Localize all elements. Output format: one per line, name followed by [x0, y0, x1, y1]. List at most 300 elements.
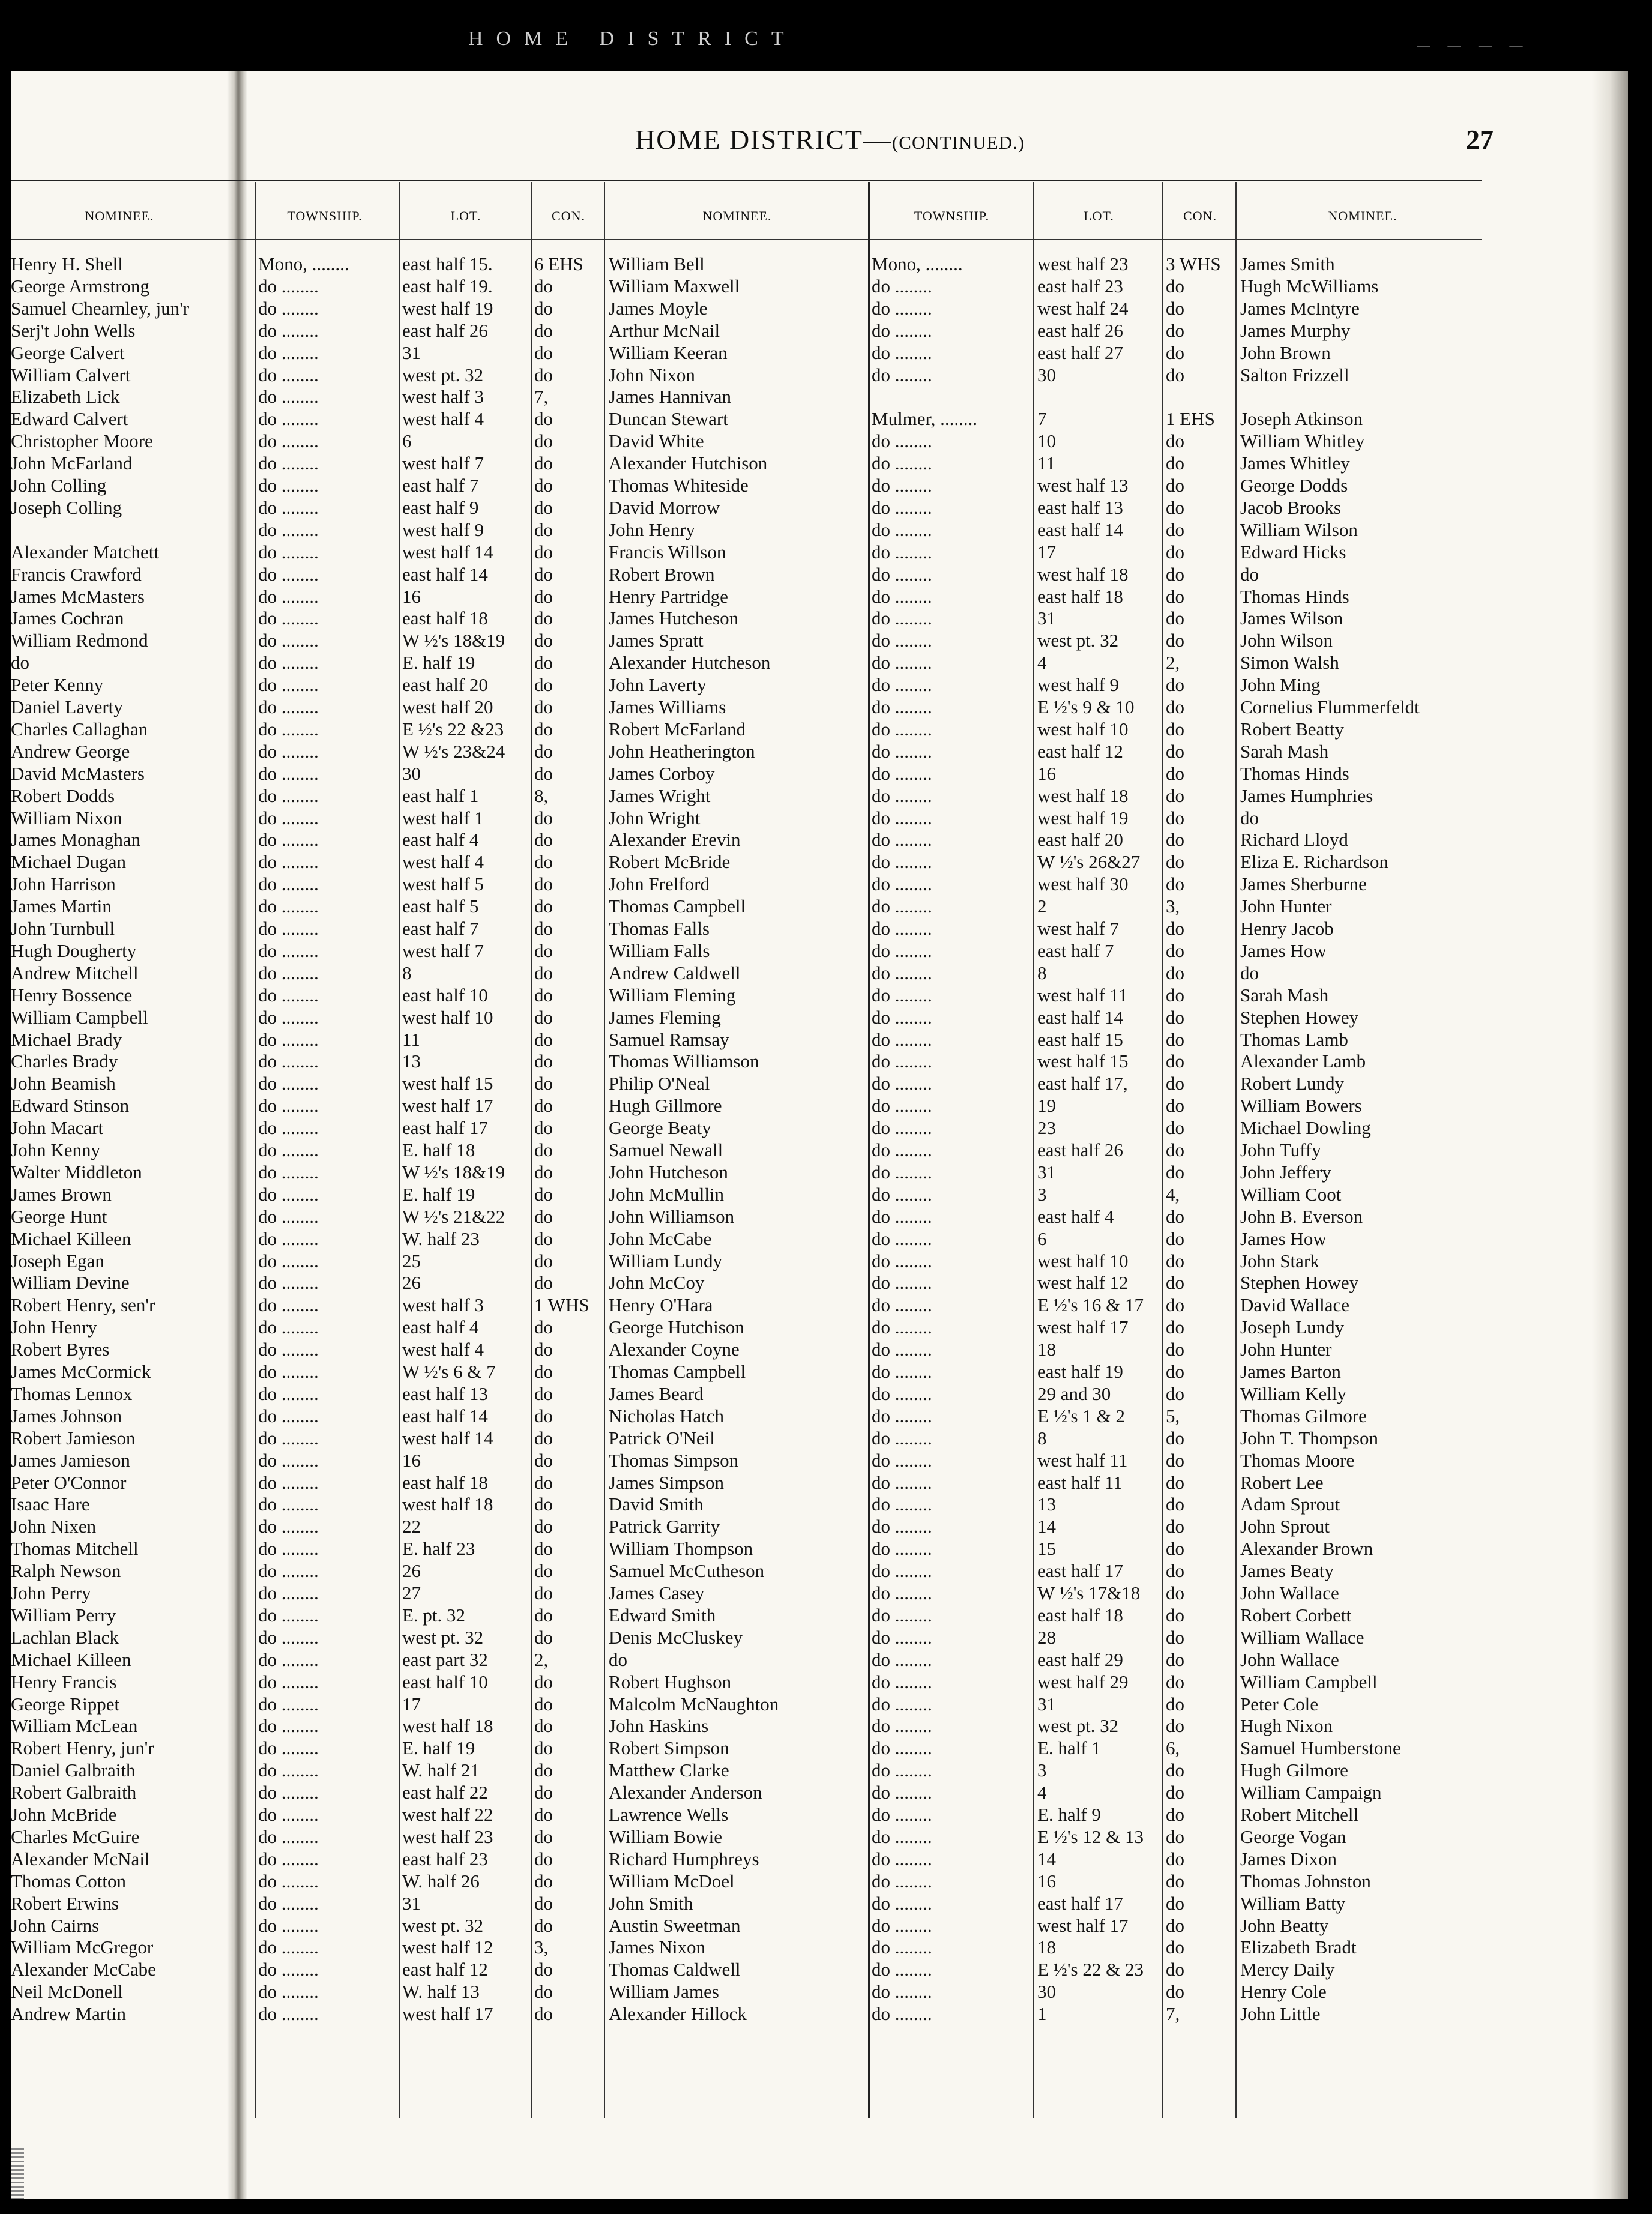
lot-cell: east half 17: [1037, 1892, 1123, 1914]
lot-cell: E. half 9: [1037, 1804, 1101, 1825]
con-cell: do: [534, 1228, 553, 1249]
township-cell: do ........: [872, 696, 932, 717]
nominee-cell: Robert Hughson: [609, 1671, 732, 1692]
con-cell: do: [534, 1006, 553, 1028]
township-cell: do ........: [872, 1914, 932, 1936]
nominee-cell: David Smith: [609, 1494, 704, 1515]
lot-cell: 31: [402, 342, 421, 363]
township-cell: do ........: [258, 1361, 319, 1382]
township-cell: do ........: [872, 918, 932, 939]
lot-cell: west half 24: [1037, 297, 1129, 319]
con-cell: do: [1166, 918, 1184, 939]
nominee-cell: Alexander Brown: [1240, 1538, 1373, 1560]
con-cell: do: [534, 740, 553, 762]
table-row: [11, 541, 1452, 563]
table-row: [11, 1007, 1452, 1028]
con-cell: do: [534, 1715, 553, 1737]
township-cell: do ........: [872, 496, 932, 518]
con-cell: do: [1166, 1272, 1184, 1294]
nominee-cell: William Wilson: [1240, 519, 1358, 540]
township-cell: do ........: [872, 1317, 932, 1338]
nominee-cell: Arthur McNail: [609, 319, 720, 341]
table-row: [11, 1339, 1452, 1360]
township-cell: do ........: [872, 275, 932, 297]
lot-cell: east half 14: [1037, 519, 1123, 540]
con-cell: do: [1166, 984, 1184, 1006]
lot-cell: 28: [1037, 1626, 1056, 1648]
table-row: [11, 1782, 1452, 1803]
lot-cell: east half 12: [1037, 740, 1123, 762]
township-cell: do ........: [258, 1914, 319, 1936]
con-cell: do: [534, 1317, 553, 1338]
table-row: [11, 763, 1452, 785]
nominee-cell: James Nixon: [609, 1937, 706, 1958]
nominee-cell: James Fleming: [609, 1006, 721, 1028]
con-cell: do: [534, 1760, 553, 1781]
lot-cell: W ½'s 6 & 7: [402, 1361, 496, 1382]
nominee-cell: William Bell: [609, 253, 705, 274]
lot-cell: E ½'s 12 & 13: [1037, 1826, 1144, 1847]
con-cell: do: [1166, 430, 1184, 452]
table-row: [11, 1627, 1452, 1648]
nominee-cell: John T. Thompson: [1240, 1427, 1378, 1449]
lot-cell: E. half 23: [402, 1538, 475, 1560]
page-title-main: HOME DISTRICT—: [635, 124, 892, 155]
township-cell: do ........: [258, 1228, 319, 1249]
lot-cell: east half 7: [1037, 940, 1114, 961]
lot-cell: 19: [1037, 1095, 1056, 1117]
scan-margin-marks: [11, 2148, 24, 2199]
con-cell: do: [1166, 475, 1184, 496]
con-cell: do: [1166, 630, 1184, 651]
township-cell: do ........: [872, 1294, 932, 1316]
nominee-cell: Thomas Williamson: [609, 1051, 759, 1072]
con-cell: do: [1166, 1760, 1184, 1781]
nominee-cell: George Dodds: [1240, 475, 1348, 496]
con-cell: do: [534, 851, 553, 873]
left-nominee: Francis Crawford: [11, 563, 142, 585]
con-cell: do: [1166, 1538, 1184, 1560]
left-nominee: Lachlan Black: [11, 1626, 119, 1648]
left-nominee: Elizabeth Lick: [11, 386, 120, 408]
lot-cell: west half 20: [402, 696, 493, 717]
nominee-cell: Thomas Johnston: [1240, 1870, 1371, 1892]
lot-cell: W ½'s 18&19: [402, 1161, 505, 1183]
nominee-cell: Thomas Hinds: [1240, 762, 1349, 784]
nominee-cell: John Frelford: [609, 873, 710, 895]
table-row: [11, 896, 1452, 917]
con-cell: do: [1166, 319, 1184, 341]
township-cell: do ........: [872, 519, 932, 540]
table-row: [11, 1494, 1452, 1515]
table-row: [11, 1206, 1452, 1228]
left-nominee: Christopher Moore: [11, 430, 153, 452]
con-cell: do: [534, 1205, 553, 1227]
lot-cell: east half 4: [1037, 1205, 1114, 1227]
con-cell: do: [1166, 962, 1184, 983]
con-cell: do: [534, 1914, 553, 1936]
nominee-cell: Elizabeth Bradt: [1240, 1937, 1357, 1958]
con-cell: 7,: [1166, 2003, 1180, 2025]
con-cell: do: [534, 1782, 553, 1803]
township-cell: do ........: [258, 1205, 319, 1227]
left-nominee: William Redmond: [11, 630, 148, 651]
nominee-cell: Duncan Stewart: [609, 408, 728, 430]
table-row: [11, 1937, 1452, 1958]
table-row: [11, 785, 1452, 807]
bleed-through-text-right: — — — —: [1417, 37, 1530, 52]
township-cell: do ........: [258, 1294, 319, 1316]
township-cell: do ........: [872, 608, 932, 629]
con-cell: 1 WHS: [534, 1294, 589, 1316]
con-cell: do: [1166, 1471, 1184, 1493]
township-cell: do ........: [258, 1494, 319, 1515]
nominee-cell: Henry Jacob: [1240, 918, 1334, 939]
township-cell: do ........: [258, 563, 319, 585]
left-nominee: Michael Killeen: [11, 1648, 131, 1670]
lot-cell: 17: [1037, 541, 1056, 563]
left-nominee: Michael Brady: [11, 1028, 122, 1050]
lot-cell: W ½'s 18&19: [402, 630, 505, 651]
nominee-cell: Joseph Lundy: [1240, 1317, 1345, 1338]
lot-cell: east half 23: [402, 1848, 488, 1869]
left-nominee: William Perry: [11, 1604, 116, 1626]
table-row: [11, 962, 1452, 984]
lot-cell: 17: [402, 1693, 421, 1715]
lot-cell: east half 4: [402, 1317, 479, 1338]
left-nominee: John Kenny: [11, 1139, 100, 1160]
township-cell: do ........: [258, 319, 319, 341]
township-cell: do ........: [258, 297, 319, 319]
lot-cell: 30: [1037, 364, 1056, 385]
nominee-cell: John Jeffery: [1240, 1161, 1331, 1183]
table-row: [11, 741, 1452, 762]
lot-cell: 25: [402, 1250, 421, 1271]
con-cell: do: [534, 1560, 553, 1582]
lot-cell: east half 18: [1037, 1604, 1123, 1626]
lot-cell: west half 18: [402, 1494, 493, 1515]
township-cell: do ........: [872, 940, 932, 961]
con-cell: do: [1166, 342, 1184, 363]
lot-cell: E. half 18: [402, 1139, 475, 1160]
lot-cell: west half 10: [1037, 718, 1129, 740]
con-cell: do: [1166, 1782, 1184, 1803]
con-cell: do: [534, 1361, 553, 1382]
con-cell: do: [1166, 563, 1184, 585]
lot-cell: west half 7: [1037, 918, 1120, 939]
nominee-cell: Alexander Hutchison: [609, 453, 768, 474]
nominee-cell: Mercy Daily: [1240, 1959, 1335, 1980]
lot-cell: east half 10: [402, 1671, 488, 1692]
con-cell: do: [1166, 940, 1184, 961]
nominee-cell: William Whitley: [1240, 430, 1365, 452]
con-cell: do: [1166, 585, 1184, 607]
table-row: [11, 1848, 1452, 1870]
table-row: [11, 320, 1452, 342]
left-nominee: Joseph Egan: [11, 1250, 104, 1271]
township-cell: do ........: [872, 1981, 932, 2003]
con-cell: do: [534, 430, 553, 452]
township-cell: do ........: [872, 1006, 932, 1028]
con-cell: do: [534, 630, 553, 651]
lot-cell: west half 11: [1037, 1449, 1128, 1471]
township-cell: do ........: [872, 1471, 932, 1493]
lot-cell: east half 23: [1037, 275, 1123, 297]
con-cell: do: [534, 1183, 553, 1205]
con-cell: do: [534, 1516, 553, 1537]
table-row: [11, 1981, 1452, 2003]
township-cell: do ........: [872, 1560, 932, 1582]
con-cell: do: [534, 563, 553, 585]
left-nominee: William Calvert: [11, 364, 131, 385]
table-row: [11, 430, 1452, 452]
lot-cell: west half 30: [1037, 873, 1129, 895]
township-cell: do ........: [872, 1870, 932, 1892]
con-cell: do: [1166, 1161, 1184, 1183]
township-cell: do ........: [872, 1848, 932, 1869]
lot-cell: 6: [1037, 1228, 1047, 1249]
con-cell: do: [534, 1848, 553, 1869]
table-row: [11, 1250, 1452, 1272]
township-cell: do ........: [258, 1339, 319, 1360]
lot-cell: west half 18: [1037, 785, 1129, 806]
nominee-cell: do: [1240, 563, 1259, 585]
con-cell: do: [1166, 718, 1184, 740]
lot-cell: 13: [1037, 1494, 1056, 1515]
con-cell: 2,: [534, 1648, 549, 1670]
township-cell: do ........: [258, 762, 319, 784]
lot-cell: east half 10: [402, 984, 488, 1006]
lot-cell: 15: [1037, 1538, 1056, 1560]
con-cell: do: [534, 541, 553, 563]
nominee-cell: Matthew Clarke: [609, 1760, 729, 1781]
township-cell: do ........: [872, 1959, 932, 1980]
con-cell: do: [1166, 1981, 1184, 2003]
left-nominee: Edward Calvert: [11, 408, 128, 430]
col-head-right-con: CON.: [1183, 208, 1217, 223]
left-nominee: Peter O'Connor: [11, 1471, 127, 1493]
nominee-cell: Robert Mitchell: [1240, 1804, 1359, 1825]
township-cell: do ........: [258, 1959, 319, 1980]
township-cell: do ........: [872, 851, 932, 873]
lot-cell: east half 14: [402, 563, 488, 585]
nominee-cell: Robert McBride: [609, 851, 731, 873]
lot-cell: 26: [402, 1272, 421, 1294]
lot-cell: west half 17: [1037, 1317, 1129, 1338]
lot-cell: east half 20: [402, 674, 488, 696]
lot-cell: east half 17: [1037, 1560, 1123, 1582]
township-cell: do ........: [872, 342, 932, 363]
table-row: [11, 298, 1452, 319]
nominee-cell: James Smith: [1240, 253, 1335, 274]
table-row: [11, 1272, 1452, 1294]
left-nominee: John Perry: [11, 1582, 91, 1603]
con-cell: 6,: [1166, 1737, 1180, 1759]
con-cell: do: [534, 1626, 553, 1648]
lot-cell: west half 14: [402, 1427, 493, 1449]
township-cell: do ........: [258, 1183, 319, 1205]
nominee-cell: John Wright: [609, 807, 701, 828]
lot-cell: 7: [1037, 408, 1047, 430]
con-cell: do: [534, 718, 553, 740]
nominee-cell: James Hutcheson: [609, 608, 739, 629]
township-cell: do ........: [258, 1560, 319, 1582]
left-nominee: Andrew Martin: [11, 2003, 126, 2025]
township-cell: do ........: [258, 386, 319, 408]
table-row: [11, 1095, 1452, 1117]
lot-cell: 18: [1037, 1937, 1056, 1958]
left-nominee: Thomas Cotton: [11, 1870, 127, 1892]
lot-cell: west half 1: [402, 807, 484, 828]
left-nominee: John Nixen: [11, 1516, 97, 1537]
left-nominee: John McBride: [11, 1804, 117, 1825]
nominee-cell: John Hunter: [1240, 1339, 1332, 1360]
nominee-cell: John Beatty: [1240, 1914, 1329, 1936]
left-nominee: John Beamish: [11, 1073, 116, 1094]
lot-cell: west half 13: [1037, 475, 1129, 496]
township-cell: do ........: [258, 718, 319, 740]
township-cell: do ........: [872, 585, 932, 607]
lot-cell: E ½'s 9 & 10: [1037, 696, 1135, 717]
nominee-cell: William Fleming: [609, 984, 736, 1006]
nominee-cell: Francis Willson: [609, 541, 726, 563]
nominee-cell: Andrew Caldwell: [609, 962, 741, 983]
table-row: [11, 652, 1452, 674]
lot-cell: E ½'s 22 & 23: [1037, 1959, 1144, 1980]
con-cell: do: [1166, 1051, 1184, 1072]
con-cell: 2,: [1166, 652, 1180, 674]
table-row: [11, 1117, 1452, 1139]
con-cell: do: [534, 1826, 553, 1847]
township-cell: do ........: [258, 1671, 319, 1692]
col-head-right-nominee: NOMINEE.: [1328, 208, 1397, 223]
left-nominee: Henry Francis: [11, 1671, 117, 1692]
nominee-cell: James Hannivan: [609, 386, 732, 408]
nominee-cell: James How: [1240, 1228, 1327, 1249]
left-nominee: Robert Erwins: [11, 1892, 119, 1914]
nominee-cell: Thomas Lamb: [1240, 1028, 1348, 1050]
con-cell: do: [1166, 1494, 1184, 1515]
con-cell: do: [534, 1892, 553, 1914]
left-nominee: Robert Dodds: [11, 785, 115, 806]
lot-cell: west pt. 32: [402, 1626, 484, 1648]
lot-cell: west half 12: [402, 1937, 493, 1958]
left-nominee: Michael Killeen: [11, 1228, 131, 1249]
township-cell: do ........: [258, 1937, 319, 1958]
lot-cell: west half 4: [402, 1339, 484, 1360]
township-cell: do ........: [258, 453, 319, 474]
left-nominee: Charles McGuire: [11, 1826, 140, 1847]
township-cell: do ........: [258, 829, 319, 851]
nominee-cell: Alexander Hillock: [609, 2003, 747, 2025]
lot-cell: 16: [402, 1449, 421, 1471]
left-nominee: Walter Middleton: [11, 1161, 142, 1183]
table-row: [11, 807, 1452, 829]
lot-cell: E. half 19: [402, 1737, 475, 1759]
lot-cell: west half 3: [402, 1294, 484, 1316]
township-cell: do ........: [872, 1449, 932, 1471]
lot-cell: 30: [402, 762, 421, 784]
lot-cell: west half 9: [1037, 674, 1120, 696]
con-cell: do: [534, 297, 553, 319]
nominee-cell: Jacob Brooks: [1240, 496, 1341, 518]
nominee-cell: Robert Brown: [609, 563, 715, 585]
nominee-cell: Joseph Atkinson: [1240, 408, 1363, 430]
township-cell: do ........: [258, 2003, 319, 2025]
left-nominee: Robert Henry, sen'r: [11, 1294, 155, 1316]
table-row: [11, 1715, 1452, 1737]
lot-cell: east half 19.: [402, 275, 493, 297]
lot-cell: E. half 1: [1037, 1737, 1101, 1759]
lot-cell: west half 14: [402, 541, 493, 563]
lot-cell: west half 17: [1037, 1914, 1129, 1936]
township-cell: do ........: [258, 940, 319, 961]
con-cell: do: [534, 1604, 553, 1626]
nominee-cell: Denis McCluskey: [609, 1626, 743, 1648]
con-cell: do: [1166, 1848, 1184, 1869]
nominee-cell: Richard Humphreys: [609, 1848, 759, 1869]
con-cell: do: [534, 1383, 553, 1404]
left-nominee: Alexander Matchett: [11, 541, 160, 563]
lot-cell: east half 15.: [402, 253, 493, 274]
lot-cell: E ½'s 1 & 2: [1037, 1405, 1125, 1426]
nominee-cell: John Sprout: [1240, 1516, 1330, 1537]
con-cell: do: [1166, 1693, 1184, 1715]
table-row: [11, 1294, 1452, 1316]
con-cell: 4,: [1166, 1183, 1180, 1205]
lot-cell: west half 11: [1037, 984, 1128, 1006]
township-cell: do ........: [258, 1139, 319, 1160]
lot-cell: 4: [1037, 652, 1047, 674]
nominee-cell: James Casey: [609, 1582, 705, 1603]
nominee-cell: William Batty: [1240, 1892, 1346, 1914]
township-cell: do ........: [258, 1870, 319, 1892]
left-nominee: James McMasters: [11, 585, 145, 607]
table-row: [11, 851, 1452, 873]
nominee-cell: William Keeran: [609, 342, 728, 363]
nominee-cell: James Williams: [609, 696, 726, 717]
township-cell: do ........: [258, 1471, 319, 1493]
table-row: [11, 1649, 1452, 1671]
township-cell: do ........: [872, 630, 932, 651]
lot-cell: W. half 21: [402, 1760, 480, 1781]
table-row: [11, 630, 1452, 651]
township-cell: do ........: [258, 1117, 319, 1139]
township-cell: do ........: [258, 519, 319, 540]
township-cell: do ........: [258, 1028, 319, 1050]
left-nominee: James Jamieson: [11, 1449, 130, 1471]
nominee-cell: William Thompson: [609, 1538, 753, 1560]
lot-cell: W ½'s 21&22: [402, 1205, 505, 1227]
lot-cell: west pt. 32: [402, 364, 484, 385]
nominee-cell: Salton Frizzell: [1240, 364, 1349, 385]
table-row: [11, 1560, 1452, 1582]
township-cell: do ........: [872, 1383, 932, 1404]
township-cell: do ........: [258, 962, 319, 983]
township-cell: do ........: [872, 1937, 932, 1958]
township-cell: do ........: [258, 585, 319, 607]
township-cell: do ........: [872, 1671, 932, 1692]
left-nominee: William McGregor: [11, 1937, 154, 1958]
lot-cell: 31: [1037, 1693, 1056, 1715]
township-cell: do ........: [258, 1981, 319, 2003]
township-cell: do ........: [872, 873, 932, 895]
lot-cell: west half 18: [402, 1715, 493, 1737]
lot-cell: west half 17: [402, 2003, 493, 2025]
lot-cell: west half 7: [402, 940, 484, 961]
township-cell: do ........: [872, 1117, 932, 1139]
township-cell: do ........: [258, 1648, 319, 1670]
